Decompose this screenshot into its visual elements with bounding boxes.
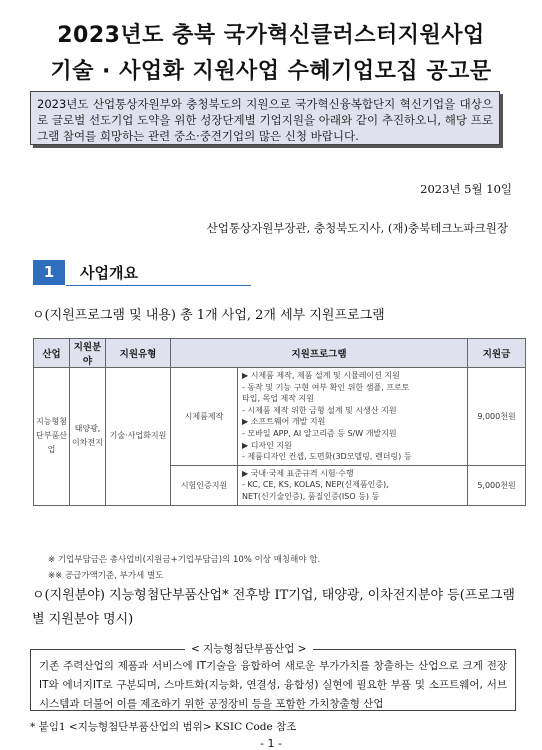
definition-box-title: < 지능형첨단부품산업 > bbox=[185, 641, 313, 656]
header-program: 지원프로그램 bbox=[171, 339, 468, 368]
cell-industry: 지능형첨단부품산업 bbox=[34, 368, 70, 506]
note-matching: ※ 기업부담금은 총사업비(지원금+기업부담금)의 10% 이상 매칭해야 함. bbox=[48, 555, 321, 565]
section-title: 사업개요 bbox=[80, 264, 138, 282]
cell-type: 기술·사업화지원 bbox=[106, 368, 171, 506]
cell-amount: 9,000천원 bbox=[468, 368, 526, 466]
detail-line: - 제품디자인 컨셉, 도면화(3D모델링, 렌더링) 등 bbox=[242, 452, 412, 462]
cell-program-detail bbox=[238, 465, 468, 505]
program-heading: ㅇ(지원프로그램 및 내용) 총 1개 사업, 2개 세부 지원프로그램 bbox=[32, 308, 385, 323]
title-line-2: 기술 · 사업화 지원사업 수혜기업모집 공고문 bbox=[50, 59, 492, 84]
detail-line: - 동작 및 기능 구현 여부 확인 위한 샘플, 프로토 bbox=[242, 382, 410, 392]
detail-line: - 시제품 제작 위한 금형 설계 및 시생산 지원 bbox=[242, 405, 397, 415]
cell-field: 태양광, 이차전지 bbox=[70, 368, 106, 506]
detail-line: ▶ 국내·국제 표준규격 시험·수행 bbox=[242, 468, 354, 478]
detail-line: 타입, 목업 제작 지원 bbox=[242, 394, 314, 404]
section-underline bbox=[66, 285, 251, 286]
detail-line: ▶ 시제품 제작, 제품 설계 및 시뮬레이션 지원 bbox=[242, 371, 400, 380]
intro-box: 2023년도 산업통상자원부와 충청북도의 지원으로 국가혁신융복합단지 혁신기업을 대상으로 글로벌 선도기업 도약을 위한 성장단계별 기업지원을 아래와 같이 추진하오니, 해당 프로그램 참여를 희망하는 관련 중소·중견기업의 많은 신청 바랍니다. bbox=[30, 91, 500, 145]
title-line-1: 2023년도 충북 국가혁신클러스터지원사업 bbox=[57, 23, 485, 48]
detail-line: ▶ 디자인 지원 bbox=[242, 440, 292, 450]
header-type: 지원유형 bbox=[106, 339, 171, 368]
footnote: * 붙임1 <지능형첨단부품산업의 범위> KSIC Code 참조 bbox=[30, 721, 297, 733]
table-header-row bbox=[34, 339, 526, 368]
header-amount: 지원금 bbox=[468, 339, 526, 368]
section-number: 1 bbox=[33, 260, 65, 285]
table-row bbox=[34, 368, 526, 466]
program-table bbox=[33, 338, 526, 506]
detail-line: - 모바일 APP, AI 알고리즘 등 S/W 개발지원 bbox=[242, 428, 397, 438]
note-vat: ※※ 공급가액기준, 부가세 별도 bbox=[48, 571, 164, 581]
issuer-line: 산업통상자원부장관, 충청북도지사, (재)충북테크노파크원장 bbox=[206, 221, 508, 235]
cell-program-name: 시제품제작 bbox=[171, 368, 238, 466]
detail-line: - KC, CE, KS, KOLAS, NEP(신제품인증), bbox=[242, 480, 389, 490]
announcement-date: 2023년 5월 10일 bbox=[420, 182, 512, 196]
definition-box: 기존 주력산업의 제품과 서비스에 IT기술을 융합하여 새로운 부가가치를 창출하는 산업으로 크게 전장IT와 에너지IT로 구분되며, 스마트화(지능화, 연결성, 융합성) 실현에 필요한 부품 및 소프트웨어, 서브시스템과 더불어 이를 제조하기 위한 공정장비 등을 포함한 가치창출형 산업 bbox=[30, 649, 516, 711]
header-industry: 산업 bbox=[34, 339, 70, 368]
field-heading: ㅇ(지원분야) 지능형첨단부품산업* 전후방 IT기업, 태양광, 이차전지분야 등(프로그램별 지원분야 명시) bbox=[32, 588, 515, 627]
cell-program-detail bbox=[238, 368, 468, 466]
header-field: 지원분야 bbox=[70, 339, 106, 368]
detail-line: ▶ 소프트웨어 개발 지원 bbox=[242, 417, 326, 427]
page-number: - 1 - bbox=[260, 737, 282, 750]
cell-amount: 5,000천원 bbox=[468, 465, 526, 505]
detail-line: NET(신기술인증), 품질인증(ISO 등) 등 bbox=[242, 491, 380, 501]
cell-program-name: 시험인증지원 bbox=[171, 465, 238, 505]
